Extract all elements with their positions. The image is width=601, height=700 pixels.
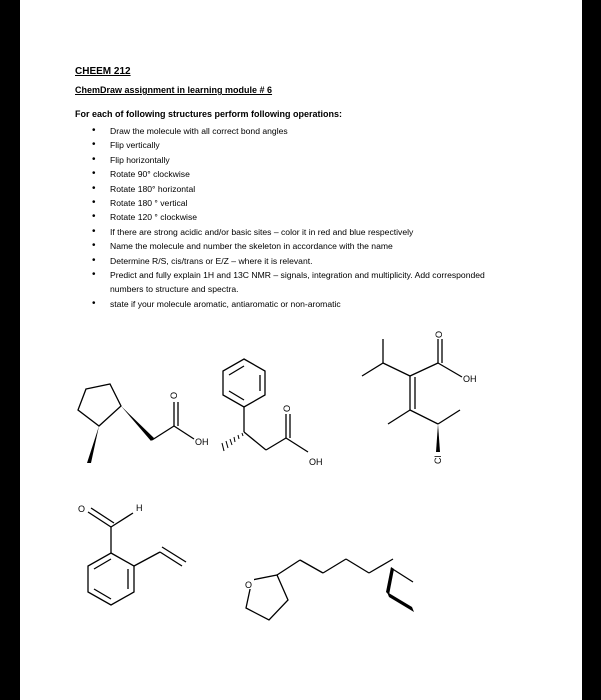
task-item: • Name the molecule and number the skeleton in accordance with the name — [92, 239, 512, 253]
m5-bold-ethyl — [387, 592, 414, 612]
molecule-2 — [223, 359, 308, 452]
task-item: • Flip horizontally — [92, 153, 512, 167]
molecule-3 — [362, 339, 462, 424]
task-item: • Predict and fully explain 1H and 13C NMR – signals, integration and multiplicity. Add corresponded numbers to structure and spectra. — [92, 268, 512, 297]
m1-wedge-methyl — [87, 426, 99, 463]
m1-cyclopentane-ring — [78, 384, 121, 426]
m2-oxygen-label: O — [282, 404, 292, 412]
m3-oh-label: OH — [463, 374, 477, 384]
m1-oxygen-label: O — [169, 391, 179, 399]
m3-oxygen-label: O — [434, 330, 444, 338]
m4-oxygen-label: O — [78, 504, 86, 514]
m5-wedge-bond — [386, 567, 394, 595]
task-item: • Draw the molecule with all correct bond angles — [92, 124, 512, 138]
m5-oxygen-label: O — [245, 580, 253, 590]
m1-wedge-chain — [121, 406, 154, 441]
task-item: • Rotate 120 ° clockwise — [92, 210, 512, 224]
document-page — [20, 0, 582, 700]
m3-cl-label: Cl — [433, 455, 443, 464]
m4-benzene-ring — [88, 553, 134, 605]
task-item: • Flip vertically — [92, 138, 512, 152]
m3-wedge-cl — [436, 424, 440, 452]
m2-oh-label: OH — [309, 457, 323, 467]
task-item: • Rotate 180 ° vertical — [92, 196, 512, 210]
m2-hash-bond — [222, 433, 243, 451]
structures-canvas — [20, 0, 582, 700]
assignment-title: ChemDraw assignment in learning module # 6 — [75, 85, 273, 95]
task-item: • Determine R/S, cis/trans or E/Z – where it is relevant. — [92, 254, 512, 268]
m4-hydrogen-label: H — [136, 503, 143, 513]
task-item: • If there are strong acidic and/or basic sites – color it in red and blue respectively — [92, 225, 512, 239]
instruction-text: For each of following structures perform following operations: — [75, 109, 343, 119]
task-item: • Rotate 180° horizontal — [92, 182, 512, 196]
m1-oh-label: OH — [195, 437, 209, 447]
task-item: • state if your molecule aromatic, antiaromatic or non-aromatic — [92, 297, 512, 311]
task-item: • Rotate 90° clockwise — [92, 167, 512, 181]
course-code: CHEEM 212 — [75, 66, 131, 77]
molecule-4 — [88, 508, 186, 605]
